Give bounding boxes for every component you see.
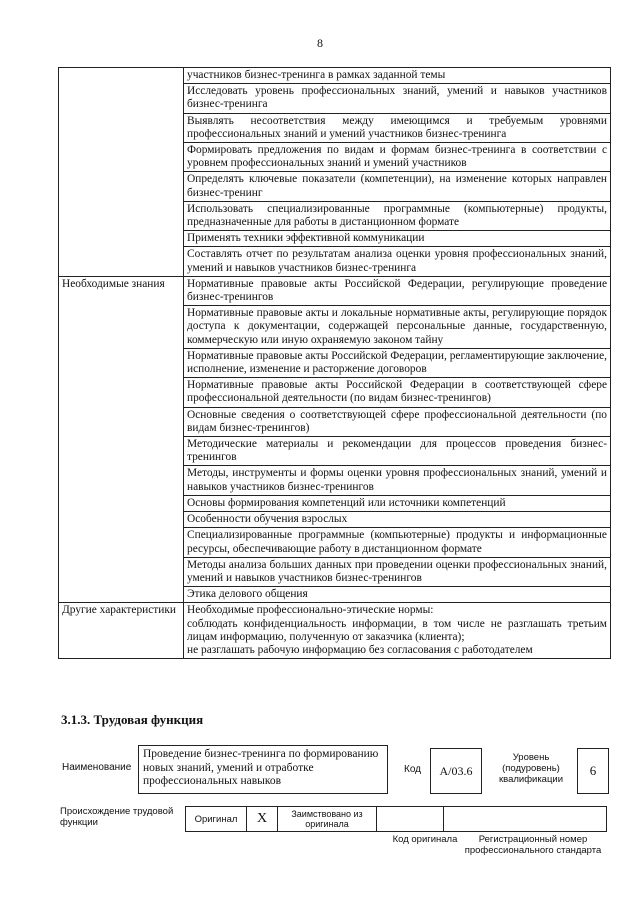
row-item: Нормативные правовые акты Российской Федерации, регулирующие проведение бизнес-тренингов xyxy=(184,276,611,305)
row-item: Определять ключевые показатели (компетенции), на изменение которых направлен бизнес-тренинг xyxy=(184,172,611,201)
origin-row xyxy=(186,806,607,832)
row-item: Применять техники эффективной коммуникации xyxy=(184,231,611,247)
row-item: Основы формирования компетенций или источники компетенций xyxy=(184,495,611,511)
original-mark: X xyxy=(256,811,268,826)
labor-function-table xyxy=(58,67,611,659)
original-cell xyxy=(185,806,247,832)
row-item: Исследовать уровень профессиональных знаний, умений и навыков участников бизнес-тренинга xyxy=(184,84,611,113)
borrowed-cell xyxy=(277,806,377,832)
row-item: Методические материалы и рекомендации для процессов проведения бизнес-тренингов xyxy=(184,437,611,466)
table-row xyxy=(59,68,611,84)
level-label: Уровень (подуровень) квалификации xyxy=(498,752,564,785)
section-title: 3.1.3. Трудовая функция xyxy=(61,712,204,727)
row-item: Основные сведения о соответствующей сфере профессиональной деятельности (по видам бизнес-тренингов) xyxy=(184,407,611,436)
row-category: Необходимые знания xyxy=(59,276,184,602)
other-line: не разглашать рабочую информацию без согласования с работодателем xyxy=(187,643,533,656)
code-box xyxy=(430,748,482,794)
code-value: A/03.6 xyxy=(439,763,473,778)
row-item: Методы, инструменты и формы оценки уровня профессиональных знаний, умений и навыков участников бизнес-тренингов xyxy=(184,466,611,495)
reg-number-cell xyxy=(443,806,607,832)
table-row-other xyxy=(59,603,611,659)
other-line: соблюдать конфиденциальность информации, в том числе не разглашать третьим лицам информацию, полученную от заказчика (клиента); xyxy=(187,617,607,643)
row-item: Формировать предложения по видам и формам бизнес-тренинга в соответствии с уровнем профессиональных знаний и умений участников xyxy=(184,143,611,172)
row-item: Специализированные программные (компьютерные) продукты и информационные ресурсы, обеспечивающие работу в дистанционном формате xyxy=(184,528,611,557)
origin-label: Происхождение трудовой функции xyxy=(60,806,174,828)
name-label: Наименование xyxy=(62,762,132,773)
row-item: Нормативные правовые акты и локальные нормативные акты, регулирующие порядок доступа к документации, содержащей персональные данные, государственную, коммерческую или иную охраняемую законом тайну xyxy=(184,306,611,349)
row-item: участников бизнес-тренинга в рамках заданной темы xyxy=(184,68,611,84)
row-item: Нормативные правовые акты Российской Федерации, регламентирующие заключение, исполнение, изменение и расторжение договоров xyxy=(184,348,611,377)
other-category: Другие характеристики xyxy=(59,603,184,659)
row-category xyxy=(59,68,184,277)
level-box xyxy=(577,748,609,794)
row-item: Выявлять несоответствия между имеющимся и требуемым уровнями профессиональных знаний и умений участников бизнес-тренинга xyxy=(184,113,611,142)
row-item: Составлять отчет по результатам анализа оценки уровня профессиональных знаний, умений и навыков участников бизнес-тренинга xyxy=(184,247,611,276)
reg-number-label: Регистрационный номер профессионального стандарта xyxy=(464,834,602,856)
row-item: Особенности обучения взрослых xyxy=(184,512,611,528)
code-original-cell xyxy=(376,806,444,832)
borrowed-label: Заимствовано из оригинала xyxy=(291,809,363,829)
row-item: Использовать специализированные программные (компьютерные) продукты, предназначенные для работы в дистанционном формате xyxy=(184,201,611,230)
row-item: Методы анализа больших данных при проведении оценки профессиональных знаний, умений и навыков участников бизнес-тренингов xyxy=(184,557,611,586)
code-original-label: Код оригинала xyxy=(392,834,458,845)
level-value: 6 xyxy=(589,763,597,778)
other-line: Необходимые профессионально-этические нормы: xyxy=(187,604,434,617)
code-label: Код xyxy=(404,764,422,775)
table-row xyxy=(59,276,611,305)
row-item: Нормативные правовые акты Российской Федерации в соответствующей сфере профессиональной деятельности (по видам бизнес-тренингов) xyxy=(184,378,611,407)
row-item: Этика делового общения xyxy=(184,587,611,603)
function-name-box: Проведение бизнес-тренинга по формированию новых знаний, умений и отработке профессиональных навыков xyxy=(138,745,388,794)
page-number: 8 xyxy=(317,36,323,50)
other-content xyxy=(184,603,611,659)
original-mark-cell xyxy=(246,806,278,832)
original-label: Оригинал xyxy=(194,813,238,825)
